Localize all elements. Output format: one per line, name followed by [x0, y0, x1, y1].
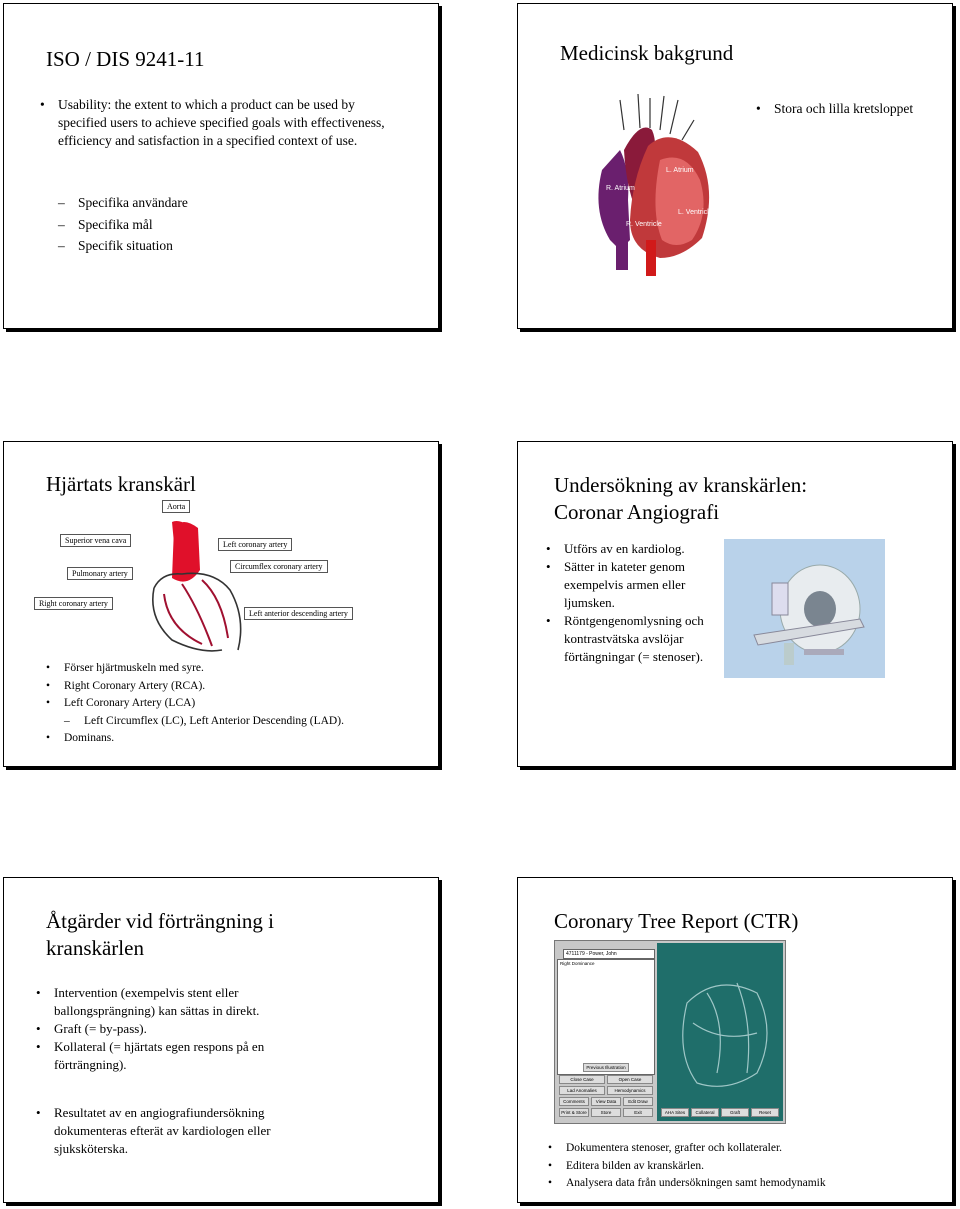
- bullet-item: • Graft (= by-pass).: [54, 1020, 314, 1038]
- bullet-list: [54, 1104, 314, 1158]
- bullet-item: • Dominans.: [64, 730, 424, 748]
- label-lad-artery: Left anterior descending artery: [244, 607, 353, 620]
- bullet-item: • Kollateral (= hjärtats egen respons på en förträngning).: [54, 1038, 314, 1074]
- dominance-list: [557, 959, 655, 1075]
- slide-iso-dis: [3, 3, 439, 329]
- slide-title: [554, 472, 807, 526]
- prev-illustration-button[interactable]: Previous Illustration: [583, 1063, 629, 1072]
- view-data-button[interactable]: View Data: [591, 1097, 621, 1106]
- print-store-button[interactable]: Print & Store: [559, 1108, 589, 1117]
- bullet-item: • Analysera data från undersökningen samt hemodynamik: [566, 1175, 936, 1193]
- title-line: Coronar Angiografi: [554, 500, 720, 524]
- slide-title: Medicinsk bakgrund: [560, 41, 734, 65]
- patient-field: 4711179 - Power, John: [563, 949, 655, 959]
- slide-coronar-angiografi: [517, 441, 953, 767]
- bullet-item: • Intervention (exempelvis stent eller ballongsprängning) kan sättas in direkt.: [54, 984, 314, 1020]
- bullet-item: • Editera bilden av kranskärlen.: [566, 1158, 936, 1176]
- bullet-list: [58, 96, 388, 150]
- edit-draw-button[interactable]: Edit Draw: [623, 1097, 653, 1106]
- ctr-app-screenshot: [554, 940, 786, 1124]
- heart-label: L. Ventricle: [678, 209, 713, 216]
- collateral-button[interactable]: Collateral: [691, 1108, 719, 1117]
- bullet-item: • Sätter in kateter genom exempelvis armen eller ljumsken.: [564, 558, 714, 612]
- label-aorta: Aorta: [162, 500, 190, 513]
- lad-anomalies-button[interactable]: Lad Anomalies: [559, 1086, 605, 1095]
- bullet-list: [54, 984, 314, 1074]
- bullet-usability: • Usability: the extent to which a product can be used by specified users to achieve specified goals with effectiveness, efficiency and satisfaction in a specified context of use.: [58, 96, 388, 150]
- bullet-list: [774, 100, 924, 118]
- heart-diagram-image: [590, 90, 722, 278]
- sub-item: – Specifika mål: [78, 214, 188, 236]
- angiography-machine-image: [724, 539, 885, 678]
- slide-hjartats-kranskarl: [3, 441, 439, 767]
- label-left-coronary-artery: Left coronary artery: [218, 538, 292, 551]
- bullet-item: • Resultatet av en angiografiundersökning dokumenteras efterät av kardiologen eller sjuksköterska.: [54, 1104, 314, 1158]
- bullet-list: [566, 1140, 936, 1193]
- sub-item: – Left Circumflex (LC), Left Anterior Descending (LAD).: [84, 713, 424, 731]
- slide-medicinsk-bakgrund: [517, 3, 953, 329]
- graft-button[interactable]: Graft: [721, 1108, 749, 1117]
- label-superior-vena-cava: Superior vena cava: [60, 534, 131, 547]
- bullet-item: • Left Coronary Artery (LCA): [64, 695, 424, 713]
- bullet-list: [564, 540, 714, 666]
- store-button[interactable]: Store: [591, 1108, 621, 1117]
- bullet-kretsloppet: • Stora och lilla kretsloppet: [774, 100, 924, 118]
- bullet-item: • Förser hjärtmuskeln med syre.: [64, 660, 424, 678]
- heart-label: L. Atrium: [666, 167, 694, 174]
- bullet-item: • Right Coronary Artery (RCA).: [64, 678, 424, 696]
- coronary-canvas: [657, 943, 783, 1121]
- slide-title: Åtgärder vid förträngning i kranskärlen: [46, 909, 275, 960]
- bullet-item: • Dokumentera stenoser, grafter och kollateraler.: [566, 1140, 936, 1158]
- slide-title: Hjärtats kranskärl: [46, 472, 196, 496]
- title-line: Undersökning av kranskärlen:: [554, 473, 808, 497]
- close-case-button[interactable]: Close Case: [559, 1075, 605, 1084]
- bullet-list: [64, 660, 424, 748]
- sub-list: [78, 192, 188, 257]
- dominance-text: Right Dominance: [560, 961, 595, 966]
- slide-ctr: [517, 877, 953, 1203]
- label-right-coronary-artery: Right coronary artery: [34, 597, 113, 610]
- hemodynamics-button[interactable]: Hemodynamics: [607, 1086, 653, 1095]
- label-pulmonary-artery: Pulmonary artery: [67, 567, 133, 580]
- slide-title: Coronary Tree Report (CTR): [554, 909, 799, 933]
- slide-atgarder: [3, 877, 439, 1203]
- aha-sites-button[interactable]: AHA Sites: [661, 1108, 689, 1117]
- sub-item: – Specifik situation: [78, 235, 188, 257]
- sub-item: – Specifika användare: [78, 192, 188, 214]
- bullet-item: • Röntgengenomlysning och kontrastvätska avslöjar förtängningar (= stenoser).: [564, 612, 714, 666]
- open-case-button[interactable]: Open Case: [607, 1075, 653, 1084]
- label-circumflex-artery: Circumflex coronary artery: [230, 560, 328, 573]
- heart-label: R. Ventricle: [626, 221, 662, 228]
- comments-button[interactable]: Comments: [559, 1097, 589, 1106]
- exit-button[interactable]: Exit: [623, 1108, 653, 1117]
- heart-label: R. Atrium: [606, 185, 635, 192]
- bullet-item: • Utförs av en kardiolog.: [564, 540, 714, 558]
- reset-button[interactable]: Reset: [751, 1108, 779, 1117]
- coronary-tree-drawing: [657, 943, 783, 1121]
- slide-title: ISO / DIS 9241-11: [46, 47, 205, 71]
